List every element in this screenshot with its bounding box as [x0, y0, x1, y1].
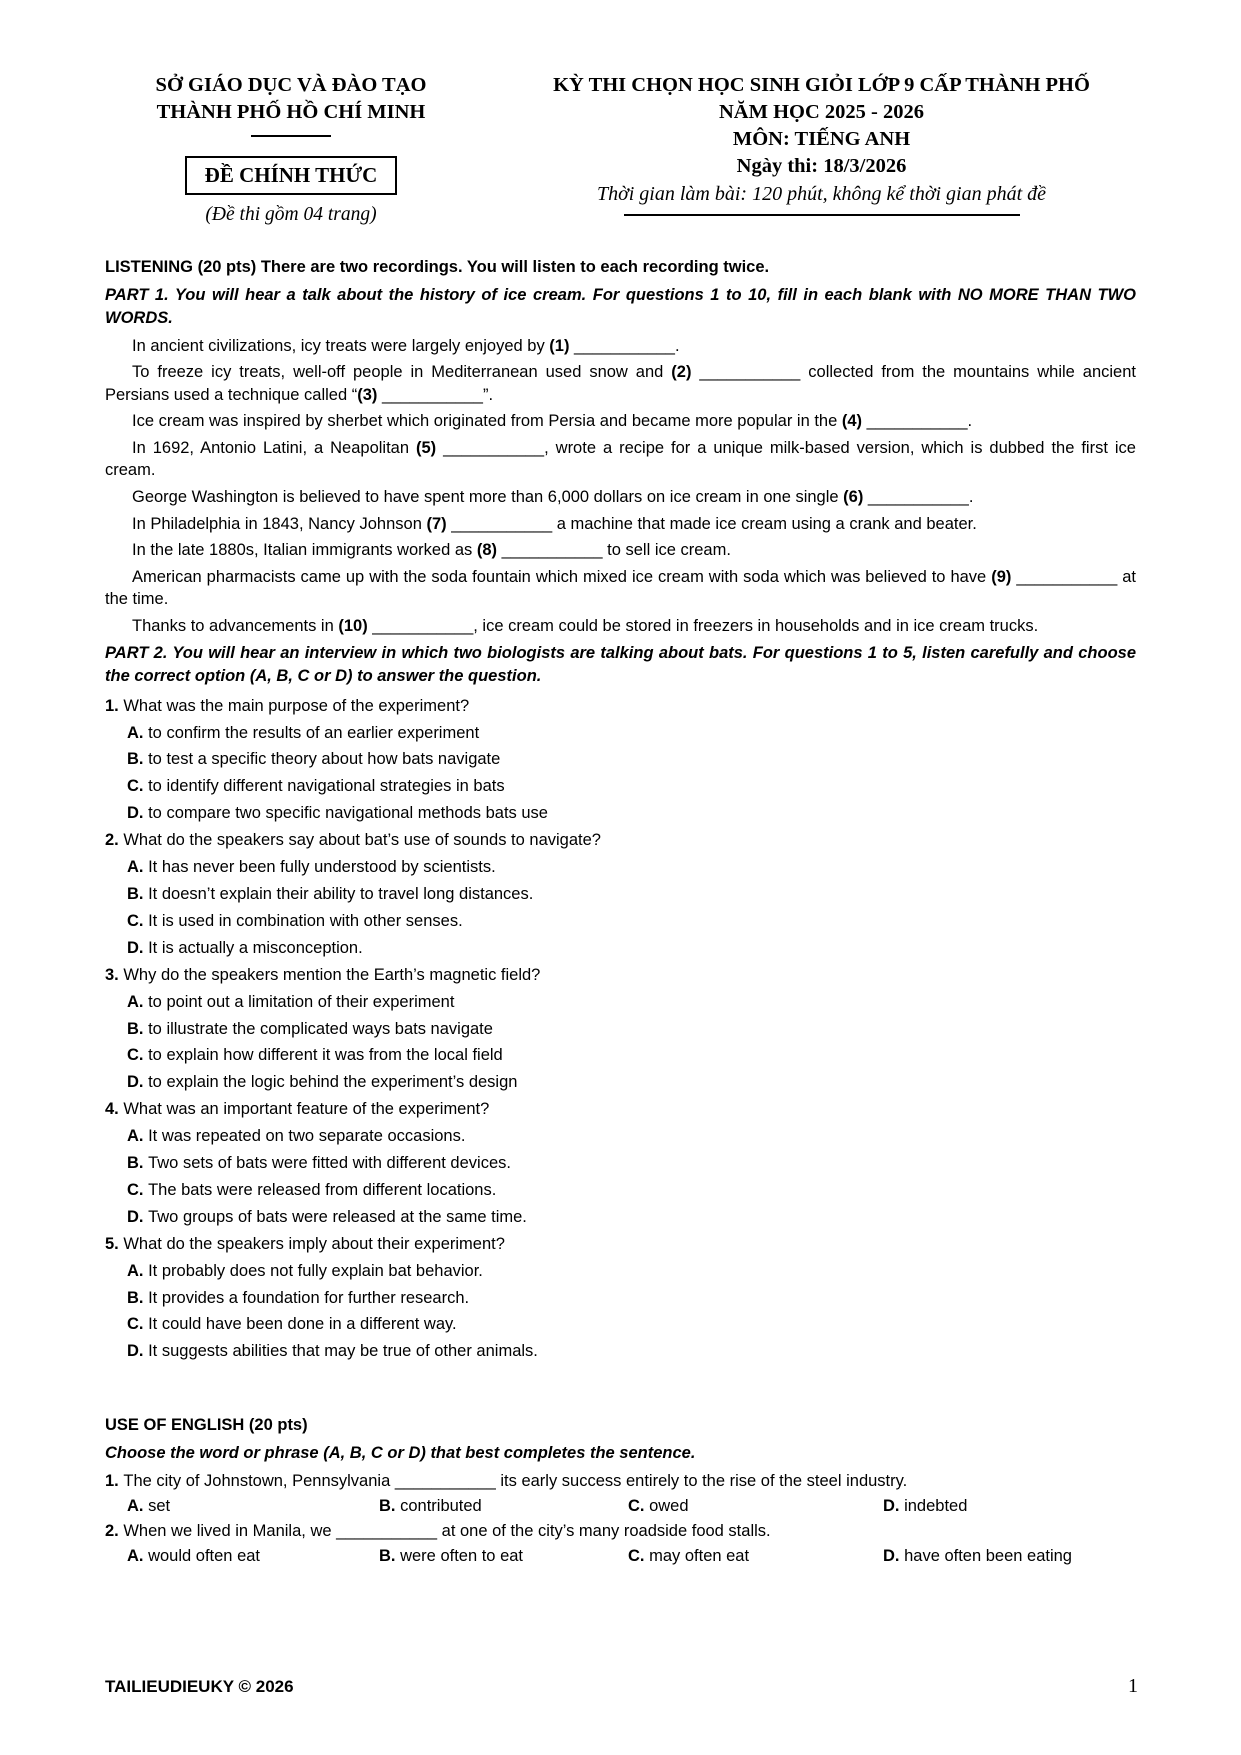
answer-option [105, 1311, 1136, 1338]
gapfill-paragraph [105, 615, 1136, 638]
gapfill-paragraph [105, 566, 1136, 611]
blank-number: D. [127, 1342, 149, 1361]
answer-option [105, 1069, 1136, 1096]
text-segment: ___________ to sell ice cream. [497, 541, 731, 560]
answer-option [105, 1285, 1136, 1312]
text-segment: What do the speakers imply about their experiment? [123, 1234, 505, 1253]
blank-number: (5) [416, 438, 437, 457]
answer-option [105, 746, 1136, 773]
blank-number: B. [127, 1288, 149, 1307]
options-row [105, 1544, 1136, 1569]
blank-number: A. [127, 1261, 149, 1280]
text-segment: It has never been fully understood by scientists. [148, 858, 496, 877]
answer-option [379, 1494, 628, 1519]
blank-number: 1. [105, 1472, 124, 1491]
text-segment: It suggests abilities that may be true of other animals. [148, 1342, 538, 1361]
page-footer [105, 1675, 1138, 1698]
answer-option [105, 1204, 1136, 1231]
blank-number: (7) [426, 514, 447, 533]
text-segment: indebted [904, 1497, 968, 1516]
text-segment: Two groups of bats were released at the same time. [148, 1207, 527, 1226]
blank-number: 1. [105, 696, 124, 715]
exam-body [0, 256, 1241, 1568]
answer-option [105, 935, 1136, 962]
text-segment: It probably does not fully explain bat behavior. [148, 1261, 483, 1280]
text-segment: It was repeated on two separate occasions. [148, 1127, 466, 1146]
official-exam-box: ĐỀ CHÍNH THỨC [185, 156, 398, 195]
gapfill-paragraph [105, 486, 1136, 509]
text-segment: In ancient civilizations, icy treats were largely enjoyed by [132, 336, 550, 355]
text-segment: to illustrate the complicated ways bats navigate [148, 1019, 493, 1038]
text-segment: What was the main purpose of the experiment? [123, 696, 470, 715]
blank-number: B. [127, 1154, 149, 1173]
answer-option [105, 1338, 1136, 1365]
gapfill-paragraph [105, 513, 1136, 536]
blank-number: (4) [841, 412, 863, 431]
text-segment: American pharmacists came up with the soda fountain which mixed ice cream with soda which was believed to have [132, 567, 992, 586]
blank-number: C. [127, 1046, 149, 1065]
text-segment: The bats were released from different locations. [148, 1180, 497, 1199]
text-segment: owed [649, 1497, 689, 1516]
answer-option [127, 1544, 379, 1569]
answer-option [105, 720, 1136, 747]
blank-number: C. [127, 1180, 149, 1199]
text-segment: ___________, ice cream could be stored in freezers in households and in ice cream trucks. [367, 617, 1039, 636]
answer-option [105, 854, 1136, 881]
blank-number: D. [883, 1546, 905, 1565]
listening-part1-paragraphs [105, 335, 1136, 638]
blank-number: (6) [843, 488, 864, 507]
text-segment: It could have been done in a different way. [148, 1315, 457, 1334]
text-segment: to explain how different it was from the local field [148, 1046, 503, 1065]
text-segment: set [148, 1497, 171, 1516]
subject: MÔN: TIẾNG ANH [732, 128, 911, 150]
text-segment: have often been eating [904, 1546, 1072, 1565]
question-stem [105, 693, 1136, 720]
answer-option [105, 1123, 1136, 1150]
text-segment: When we lived in Manila, we ___________ at one of the city’s many roadside food stalls. [123, 1521, 771, 1540]
text-segment: ___________”. [377, 385, 494, 404]
school-year: NĂM HỌC 2025 - 2026 [719, 101, 924, 123]
blank-number: A. [127, 723, 149, 742]
blank-number: (2) [671, 363, 692, 382]
answer-option [105, 1042, 1136, 1069]
blank-number: B. [127, 750, 149, 769]
gapfill-paragraph [105, 539, 1136, 562]
text-segment: ___________. [569, 336, 680, 355]
blank-number: C. [127, 911, 149, 930]
text-segment: It provides a foundation for further research. [148, 1288, 470, 1307]
answer-option [105, 1150, 1136, 1177]
text-segment: It is actually a misconception. [148, 938, 363, 957]
text-segment: ___________. [862, 412, 973, 431]
text-segment: to confirm the results of an earlier experiment [148, 723, 480, 742]
blank-number: D. [127, 938, 149, 957]
answer-option [105, 1016, 1136, 1043]
listening-section-heading: LISTENING (20 pts) There are two recordings. You will listen to each recording twice. [105, 258, 770, 276]
use-of-english-heading: USE OF ENGLISH (20 pts) [105, 1416, 308, 1435]
answer-option [105, 908, 1136, 935]
listening-part1-instructions: PART 1. You will hear a talk about the history of ice cream. For questions 1 to 10, fill in each blank with NO MORE THAN TWO WORDS. [105, 285, 1136, 327]
text-segment: Why do the speakers mention the Earth’s magnetic field? [123, 965, 541, 984]
blank-number: B. [379, 1546, 401, 1565]
answer-option [105, 881, 1136, 908]
text-segment: It is used in combination with other senses. [148, 911, 463, 930]
blank-number: 2. [105, 1521, 124, 1540]
text-segment: may often eat [649, 1546, 750, 1565]
blank-number: D. [127, 1207, 149, 1226]
text-segment: To freeze icy treats, well-off people in Mediterranean used snow and [132, 363, 672, 382]
text-segment: What was an important feature of the experiment? [123, 1100, 490, 1119]
text-segment: It doesn’t explain their ability to travel long distances. [148, 884, 534, 903]
answer-option [628, 1544, 883, 1569]
blank-number: A. [127, 992, 149, 1011]
text-segment: What do the speakers say about bat’s use of sounds to navigate? [123, 831, 601, 850]
header-underline-rule [624, 214, 1020, 216]
answer-option [883, 1544, 1136, 1569]
section-gap [105, 1365, 1136, 1414]
blank-number: D. [883, 1497, 905, 1516]
blank-number: B. [379, 1497, 401, 1516]
department-name-line2: THÀNH PHỐ HỒ CHÍ MINH [156, 101, 426, 123]
text-segment: In the late 1880s, Italian immigrants worked as [132, 541, 477, 560]
question-stem [105, 1096, 1136, 1123]
text-segment: to identify different navigational strategies in bats [148, 777, 505, 796]
answer-option [105, 1177, 1136, 1204]
blank-number: B. [127, 1019, 149, 1038]
question-stem [105, 827, 1136, 854]
gapfill-paragraph [105, 410, 1136, 433]
blank-number: D. [127, 1073, 149, 1092]
gapfill-paragraph [105, 437, 1136, 482]
blank-number: A. [127, 1497, 149, 1516]
answer-option [883, 1494, 1136, 1519]
blank-number: 3. [105, 965, 124, 984]
footer-brand: TAILIEUDIEUKY © 2026 [105, 1677, 294, 1696]
text-segment: ___________ at the time. [105, 567, 1137, 609]
blank-number: (9) [991, 567, 1012, 586]
text-segment: ___________ collected from the mountains while ancient Persians used a technique called “ [105, 363, 1136, 404]
blank-number: A. [127, 1127, 149, 1146]
exam-date: Ngày thi: 18/3/2026 [736, 155, 907, 177]
text-segment: Ice cream was inspired by sherbet which originated from Persia and became more popular in the [132, 412, 842, 431]
text-segment: Two sets of bats were fitted with different devices. [148, 1154, 511, 1173]
blank-number: B. [127, 884, 149, 903]
text-segment: In 1692, Antonio Latini, a Neapolitan [132, 438, 417, 457]
options-row [105, 1494, 1136, 1519]
text-segment: to point out a limitation of their experiment [148, 992, 455, 1011]
answer-option [105, 989, 1136, 1016]
blank-number: (1) [549, 336, 570, 355]
header-divider-rule [251, 135, 331, 137]
blank-number: C. [628, 1546, 650, 1565]
blank-number: 2. [105, 831, 124, 850]
department-name-line1: SỞ GIÁO DỤC VÀ ĐÀO TẠO [155, 74, 427, 96]
blank-number: (10) [338, 617, 368, 636]
use-of-english-questions [105, 1469, 1136, 1568]
text-segment: ___________, wrote a recipe for a unique milk-based version, which is dubbed the first ice cream. [105, 438, 1136, 480]
blank-number: (8) [476, 541, 498, 560]
listening-part2-instructions: PART 2. You will hear an interview in which two biologists are talking about bats. For questions 1 to 5, listen carefully and choose the correct option (A, B, C or D) to answer the question. [105, 643, 1136, 686]
blank-number: C. [628, 1497, 650, 1516]
blank-number: A. [127, 858, 149, 877]
gapfill-paragraph [105, 361, 1136, 406]
text-segment: George Washington is believed to have spent more than 6,000 dollars on ice cream in one single [132, 488, 844, 507]
blank-number: 5. [105, 1234, 124, 1253]
blank-number: A. [127, 1546, 149, 1565]
text-segment: to compare two specific navigational methods bats use [148, 804, 548, 823]
answer-option [105, 800, 1136, 827]
answer-option [105, 773, 1136, 800]
question-stem [105, 962, 1136, 989]
text-segment: Thanks to advancements in [132, 617, 339, 636]
page-number: 1 [1128, 1675, 1138, 1697]
blank-number: D. [127, 804, 149, 823]
text-segment: In Philadelphia in 1843, Nancy Johnson [132, 514, 427, 533]
text-segment: to test a specific theory about how bats navigate [148, 750, 501, 769]
blank-number: 4. [105, 1100, 124, 1119]
text-segment: The city of Johnstown, Pennsylvania ___________ its early success entirely to the rise of the steel industry. [123, 1472, 908, 1491]
exam-header [0, 0, 1241, 226]
text-segment: would often eat [148, 1546, 261, 1565]
header-right-block [477, 72, 1136, 226]
text-segment: were often to eat [400, 1546, 524, 1565]
text-segment: ___________ a machine that made ice cream using a crank and beater. [446, 514, 977, 533]
blank-number: C. [127, 777, 149, 796]
text-segment: ___________. [863, 488, 974, 507]
text-segment: to explain the logic behind the experiment’s design [148, 1073, 518, 1092]
exam-title: KỲ THI CHỌN HỌC SINH GIỎI LỚP 9 CẤP THÀNH PHỐ [553, 74, 1090, 96]
gapfill-paragraph [105, 335, 1136, 358]
question-stem [105, 1231, 1136, 1258]
listening-part2-questions [105, 693, 1136, 1366]
pages-note: (Đề thi gồm 04 trang) [205, 204, 377, 225]
exam-duration: Thời gian làm bài: 120 phút, không kể thời gian phát đề [596, 183, 1047, 205]
answer-option [127, 1494, 379, 1519]
answer-option [379, 1544, 628, 1569]
blank-number: (3) [357, 385, 378, 404]
question-stem [105, 1469, 1136, 1494]
header-left-block [105, 72, 477, 226]
answer-option [105, 1258, 1136, 1285]
answer-option [628, 1494, 883, 1519]
question-stem [105, 1519, 1136, 1544]
text-segment: contributed [400, 1497, 482, 1516]
use-of-english-instructions: Choose the word or phrase (A, B, C or D) that best completes the sentence. [105, 1443, 696, 1462]
blank-number: C. [127, 1315, 149, 1334]
